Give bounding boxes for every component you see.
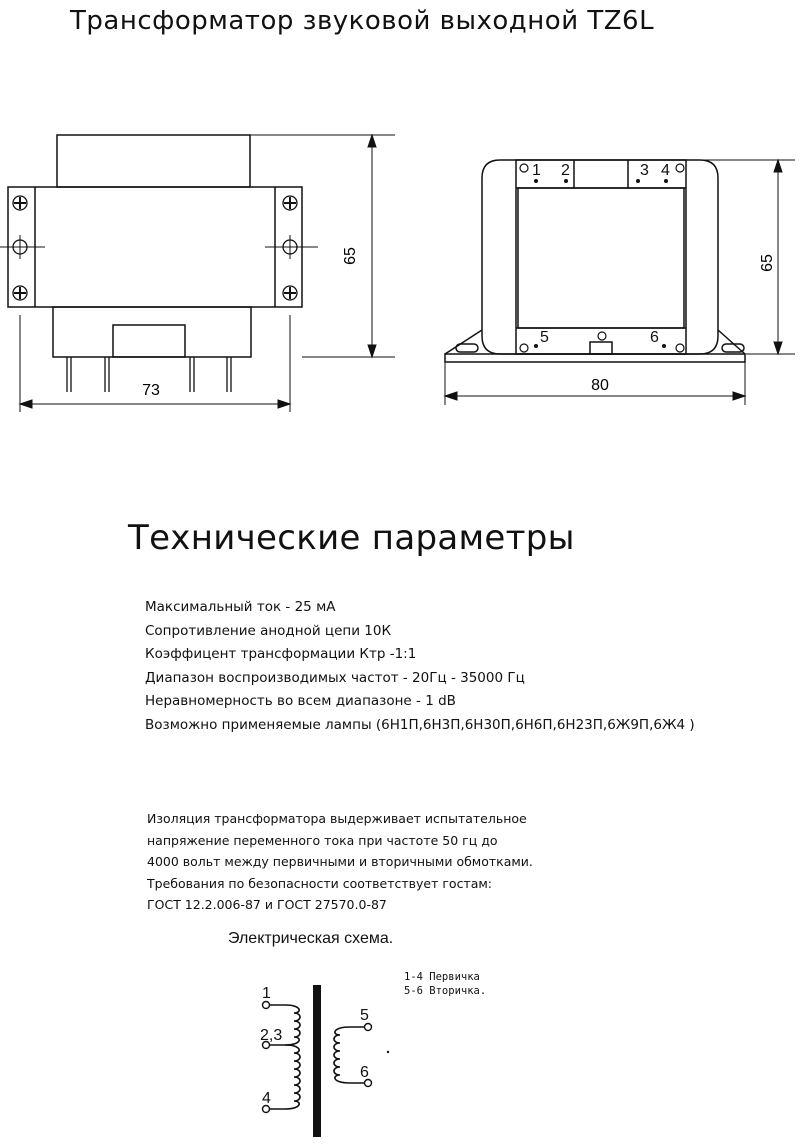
side-width-dimension: 73 — [142, 382, 160, 399]
front-height-dimension: 65 — [759, 254, 776, 272]
side-view-drawing — [0, 120, 400, 420]
pin-label-1: 1 — [532, 162, 541, 179]
pin-label-2: 2 — [561, 162, 570, 179]
param-frequency-range: Диапазон воспроизводимых частот - 20Гц - 35000 Гц — [145, 669, 525, 686]
param-tubes: Возможно применяемые лампы (6Н1П,6Н3П,6Н30П,6Н6П,6Н23П,6Ж9П,6Ж4 ) — [145, 716, 695, 733]
front-width-dimension: 80 — [591, 377, 609, 394]
param-ratio: Коэффицент трансформации Ктр -1:1 — [145, 646, 417, 662]
insulation-note — [147, 808, 533, 916]
note-line: Изоляция трансформатора выдерживает испытательное — [147, 811, 527, 826]
note-line: Требования по безопасности соответствует гостам: — [147, 875, 493, 891]
schema-label-5: 5 — [360, 1007, 369, 1024]
front-view-drawing — [430, 150, 800, 410]
param-anode-resistance: Сопротивление анодной цепи 10К — [145, 622, 392, 639]
schema-title: Электрическая схема. — [228, 930, 394, 947]
pin-label-4: 4 — [661, 162, 670, 179]
parameters-list — [145, 596, 695, 737]
legend-secondary: 5-6 Вторичка. — [404, 985, 487, 997]
schema-label-4: 4 — [262, 1090, 271, 1107]
pin-label-6: 6 — [650, 329, 659, 346]
schema-label-2-3: 2,3 — [260, 1027, 283, 1044]
core-bar — [313, 985, 321, 1137]
schema-label-6: 6 — [360, 1064, 369, 1081]
side-height-dimension: 65 — [342, 247, 359, 265]
electrical-schematic — [240, 970, 400, 1140]
param-flatness: Неравномерность во всем диапазоне - 1 dB — [145, 693, 456, 709]
param-max-current: Максимальный ток - 25 мА — [145, 599, 336, 615]
legend-primary: 1-4 Первичка — [404, 971, 480, 983]
note-line: напряжение переменного тока при частоте 50 гц до — [147, 832, 498, 848]
pin-label-3: 3 — [640, 162, 649, 179]
pin-label-5: 5 — [540, 329, 549, 346]
note-line: 4000 вольт между первичными и вторичными обмотками. — [147, 854, 533, 869]
schema-label-1: 1 — [262, 985, 271, 1002]
winding-legend — [404, 970, 486, 998]
section-title: Технические параметры — [128, 518, 575, 558]
document-title: Трансформатор звуковой выходной TZ6L — [70, 6, 655, 36]
note-line: ГОСТ 12.2.006-87 и ГОСТ 27570.0-87 — [147, 897, 387, 912]
